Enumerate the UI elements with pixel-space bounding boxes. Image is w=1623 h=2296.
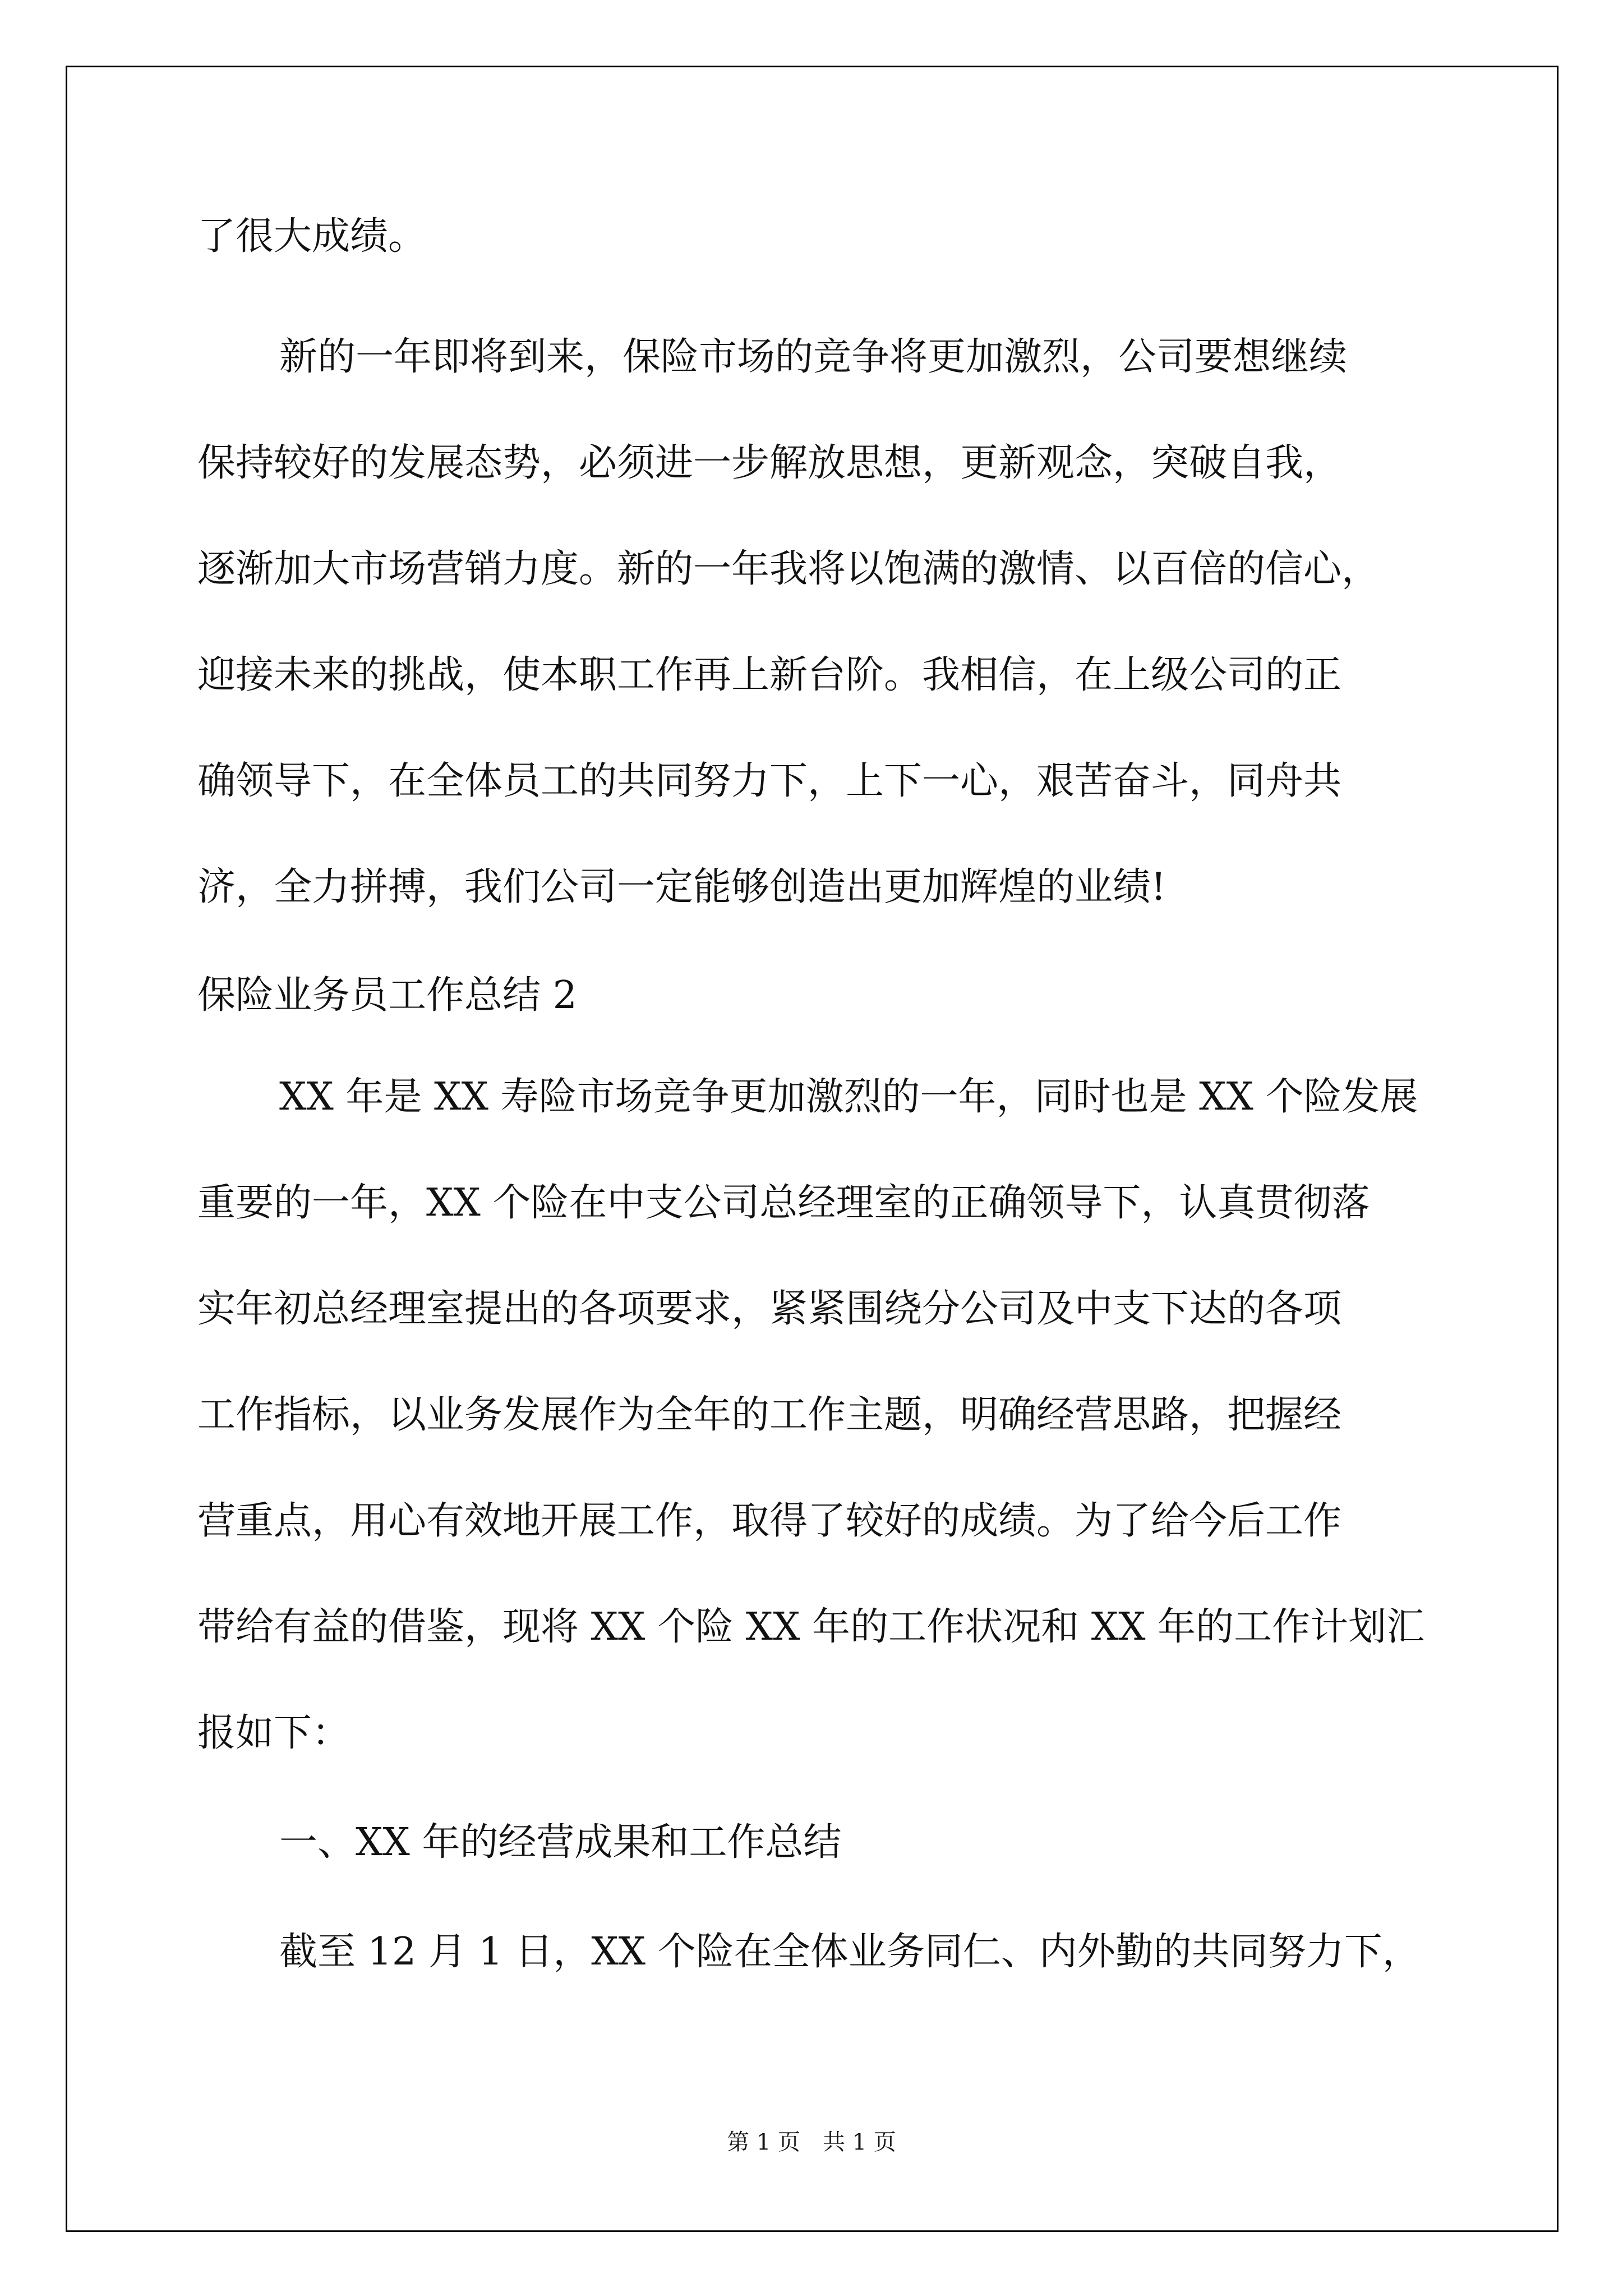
text-line: 带给有益的借鉴，现将 XX 个险 XX 年的工作状况和 XX 年的工作计划汇 (197, 1605, 1425, 1649)
section-title: 保险业务员工作总结 2 (197, 973, 577, 1018)
text-line: 重要的一年，XX 个险在中支公司总经理室的正确领导下，认真贯彻落 (197, 1181, 1370, 1225)
text-line: 营重点，用心有效地开展工作，取得了较好的成绩。为了给今后工作 (197, 1499, 1342, 1543)
text-line: 报如下： (197, 1711, 351, 1755)
paragraph-start-line: 新的一年即将到来，保险市场的竞争将更加激烈，公司要想继续 (279, 335, 1348, 379)
text-line: 逐渐加大市场营销力度。新的一年我将以饱满的激情、以百倍的信心， (197, 547, 1380, 591)
subheading-line: 一、XX 年的经营成果和工作总结 (279, 1820, 842, 1865)
text-line: 工作指标，以业务发展作为全年的工作主题，明确经营思路，把握经 (197, 1393, 1342, 1437)
paragraph-start-line: 截至 12 月 1 日，XX 个险在全体业务同仁、内外勤的共同努力下， (279, 1930, 1421, 1974)
text-line: 迎接未来的挑战，使本职工作再上新台阶。我相信，在上级公司的正 (197, 653, 1342, 697)
text-line: 保持较好的发展态势，必须进一步解放思想，更新观念，突破自我， (197, 441, 1342, 485)
text-line: 实年初总经理室提出的各项要求，紧紧围绕分公司及中支下达的各项 (197, 1287, 1342, 1331)
text-line: 了很大成绩。 (197, 214, 427, 259)
text-line: 济，全力拼搏，我们公司一定能够创造出更加辉煌的业绩! (197, 865, 1166, 909)
page-border (66, 66, 1559, 2232)
text-line: 确领导下，在全体员工的共同努力下，上下一心，艰苦奋斗，同舟共 (197, 759, 1342, 803)
page-footer: 第 1 页 共 1 页 (727, 2129, 896, 2155)
paragraph-start-line: XX 年是 XX 寿险市场竞争更加激烈的一年，同时也是 XX 个险发展 (279, 1075, 1418, 1119)
